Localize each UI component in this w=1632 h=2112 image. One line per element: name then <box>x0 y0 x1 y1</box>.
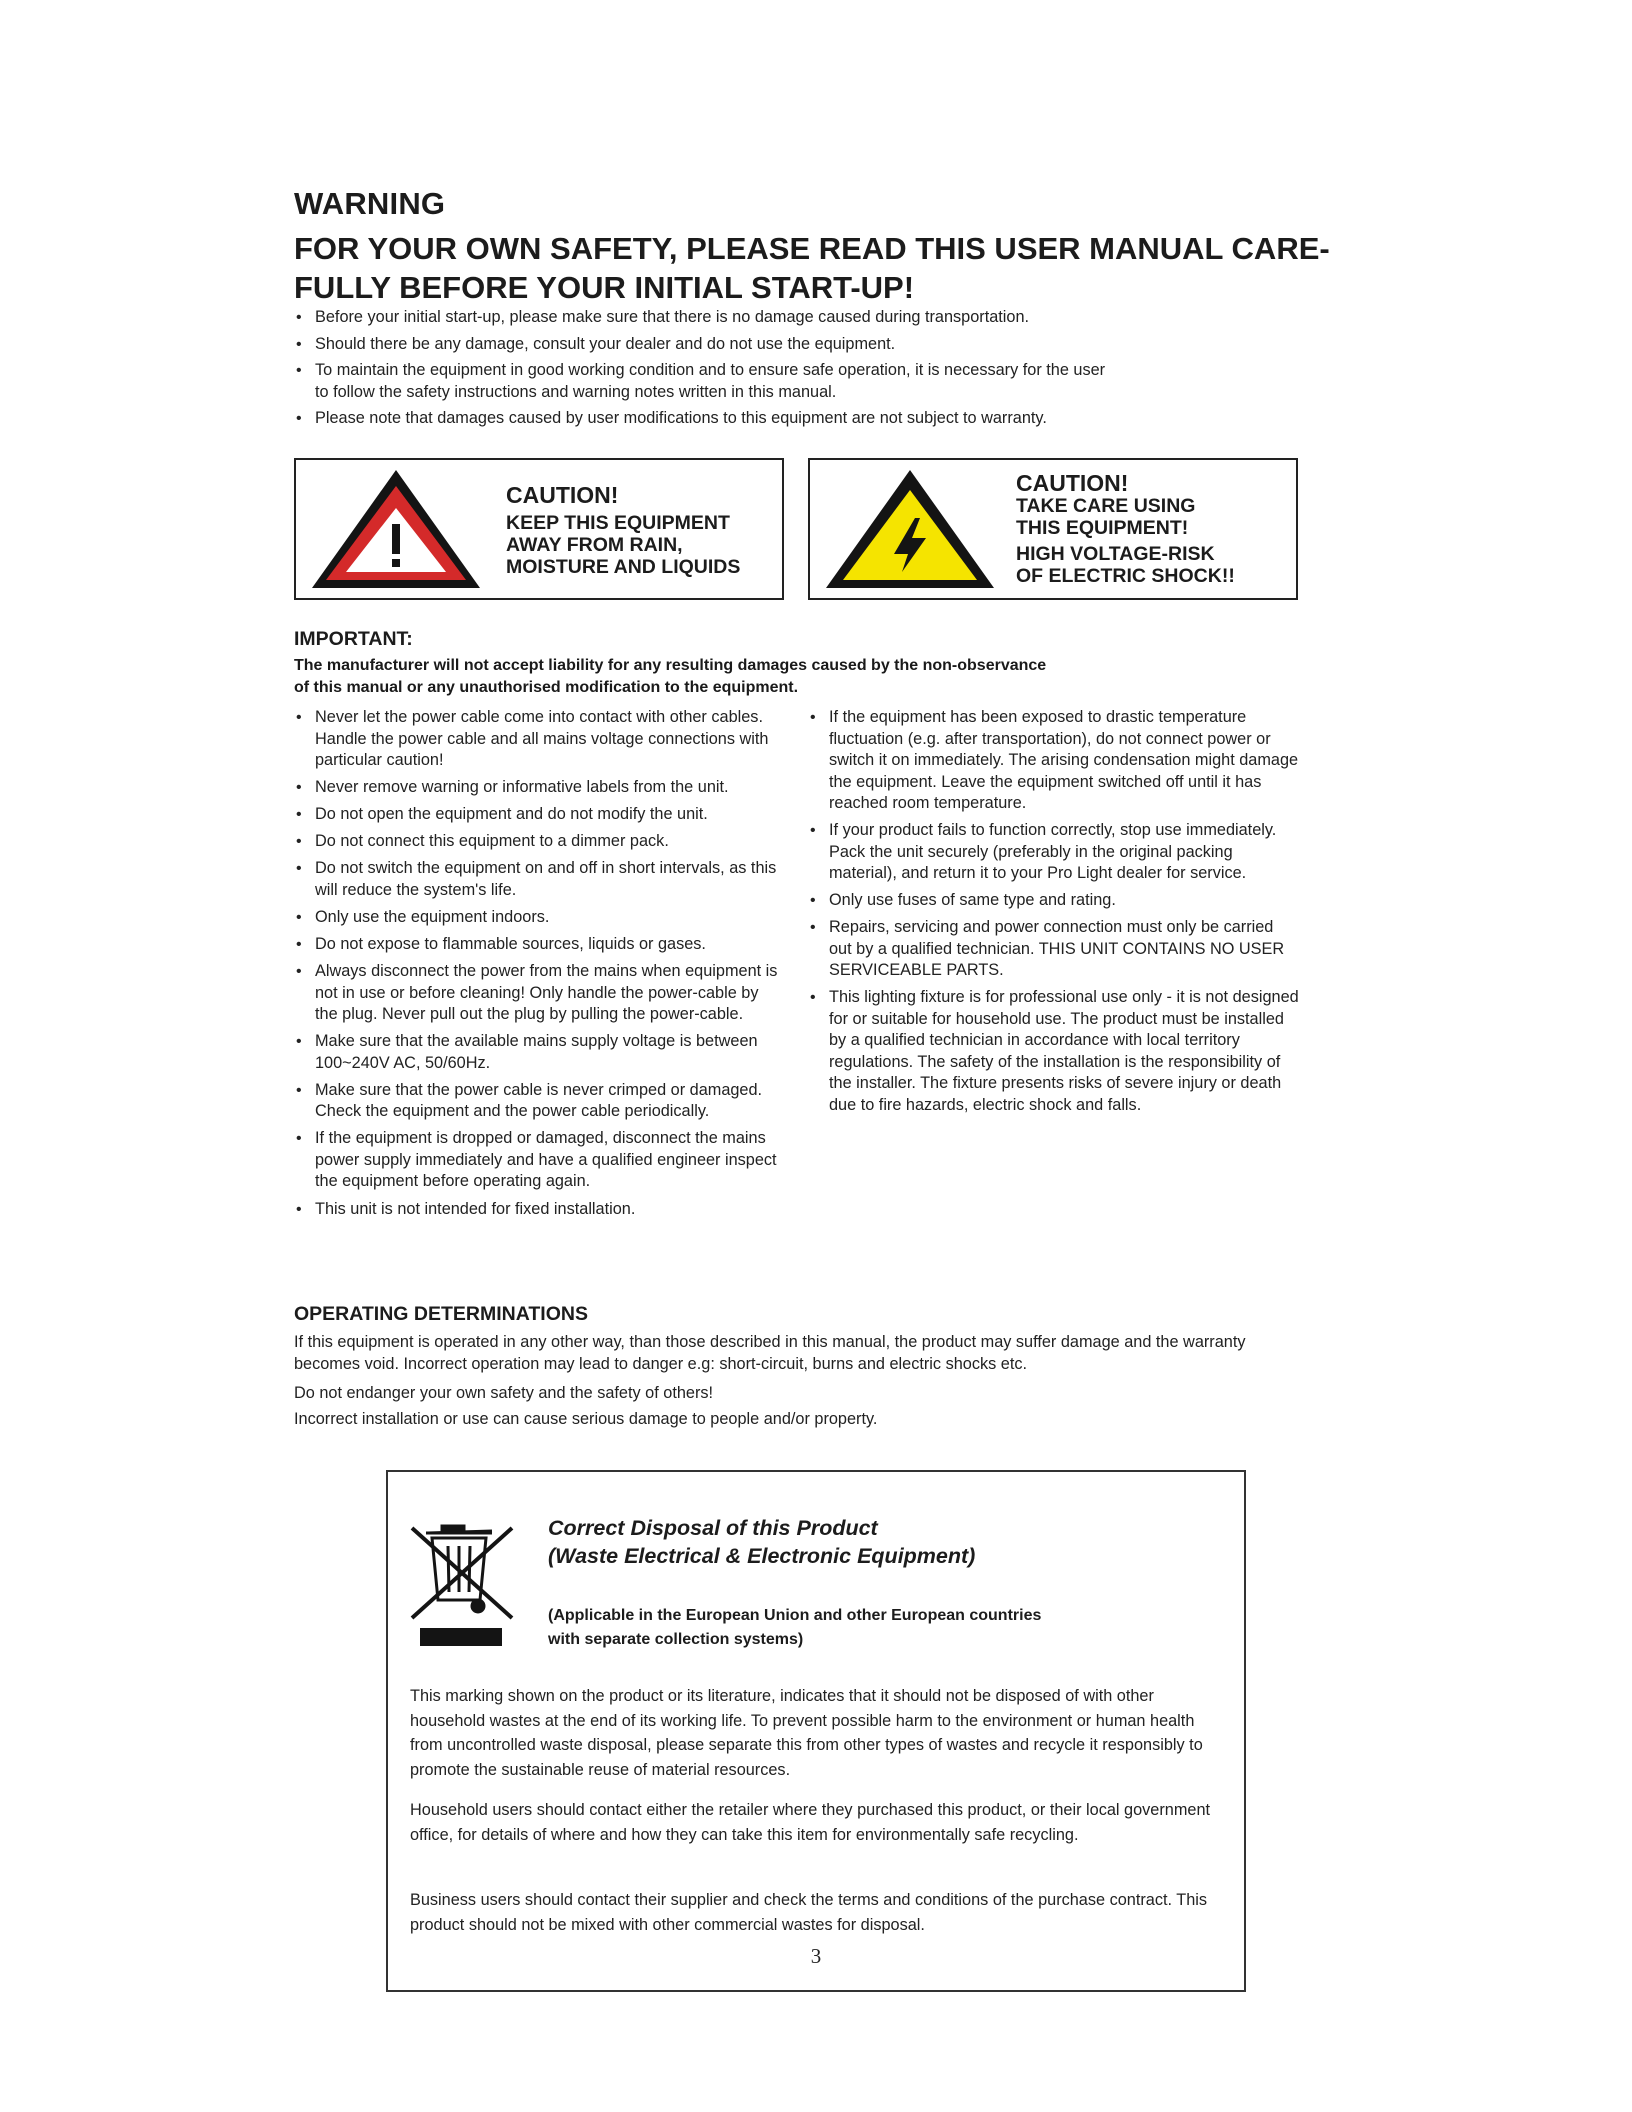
safety-heading <box>294 229 1334 307</box>
list-item: • Never remove warning or informative labels from the unit. <box>294 777 784 799</box>
list-item: • If the equipment is dropped or damaged, disconnect the mains power supply immediately and have a qualified engineer inspect the equipment before operating again. <box>294 1128 784 1193</box>
list-item: • Never let the power cable come into contact with other cables. Handle the power cable and all mains voltage connections with particular caution! <box>294 707 784 772</box>
list-item: • This lighting fixture is for professional use only - it is not designed for or suitable for household use. The product must be installed by a qualified technician in accordance with local territory regulations. The safety of the installation is the responsibility of the installer. The fixture presents risks of severe injury or death due to fire hazards, electric shock and falls. <box>808 987 1300 1116</box>
high-voltage-warning-icon <box>822 466 998 592</box>
important-statement-line1: The manufacturer will not accept liability for any resulting damages caused by the non-observance <box>294 657 1047 674</box>
list-item: • This unit is not intended for fixed installation. <box>294 1199 784 1221</box>
caution-line: OF ELECTRIC SHOCK!! <box>1016 565 1235 587</box>
list-item: • Do not expose to flammable sources, liquids or gases. <box>294 934 784 956</box>
safety-bullets-right <box>808 707 1300 1122</box>
weee-paragraph: Household users should contact either the retailer where they purchased this product, or their local government office, for details of where and how they can take this item for environmentally safe recycling. <box>410 1801 1211 1844</box>
weee-paragraph: Business users should contact their supplier and check the terms and conditions of the purchase contract. This product should not be mixed with other commercial wastes for disposal. <box>410 1891 1208 1934</box>
caution-line: HIGH VOLTAGE-RISK <box>1016 543 1215 565</box>
weee-title-line1: Correct Disposal of this Product <box>548 1516 878 1540</box>
weee-title-line2: (Waste Electrical & Electronic Equipment) <box>548 1544 976 1568</box>
crossed-out-wheelie-bin-icon <box>408 1522 518 1648</box>
caution-box-high-voltage <box>808 458 1298 600</box>
list-item: • Do not switch the equipment on and off in short intervals, as this will reduce the system's life. <box>294 858 784 901</box>
intro-bullet-list <box>294 307 1144 435</box>
list-item: • Please note that damages caused by user modifications to this equipment are not subject to warranty. <box>294 408 1144 430</box>
caution-title: CAUTION! <box>506 482 619 508</box>
operating-heading: OPERATING DETERMINATIONS <box>294 1303 588 1325</box>
list-item: • Before your initial start-up, please make sure that there is no damage caused during transportation. <box>294 307 1144 329</box>
list-item: • Only use the equipment indoors. <box>294 907 784 929</box>
weee-applicability-line2: with separate collection systems) <box>548 1631 804 1648</box>
list-item: • If the equipment has been exposed to drastic temperature fluctuation (e.g. after transportation), do not connect power or switch it on immediately. The arising condensation might damage the equipment. Leave the equipment switched off until it has reached room temperature. <box>808 707 1300 815</box>
list-item: • Repairs, servicing and power connection must only be carried out by a qualified technician. THIS UNIT CONTAINS NO USER SERVICEABLE PARTS. <box>808 917 1300 982</box>
list-item: • To maintain the equipment in good working condition and to ensure safe operation, it is necessary for the user to follow the safety instructions and warning notes written in this manual. <box>294 360 1115 403</box>
caution-line: MOISTURE AND LIQUIDS <box>506 556 741 578</box>
caution-line: AWAY FROM RAIN, <box>506 534 683 556</box>
weee-disposal-box <box>386 1470 1246 1992</box>
list-item: • Make sure that the available mains supply voltage is between 100~240V AC, 50/60Hz. <box>294 1031 784 1074</box>
operating-paragraph: Do not endanger your own safety and the safety of others! <box>294 1384 714 1402</box>
caution-line: KEEP THIS EQUIPMENT <box>506 512 730 534</box>
operating-paragraph: Incorrect installation or use can cause serious damage to people and/or property. <box>294 1410 878 1428</box>
important-statement <box>294 655 1294 698</box>
page-number: 3 <box>810 1944 822 1968</box>
list-item: • Do not open the equipment and do not modify the unit. <box>294 804 784 826</box>
list-item: • Do not connect this equipment to a dimmer pack. <box>294 831 784 853</box>
caution-title: CAUTION! <box>1016 470 1129 496</box>
safety-bullets-left <box>294 707 784 1226</box>
caution-line: THIS EQUIPMENT! <box>1016 517 1189 539</box>
safety-heading-line2: FULLY BEFORE YOUR INITIAL START-UP! <box>294 270 915 305</box>
list-item: • If your product fails to function correctly, stop use immediately. Pack the unit securely (preferably in the original packing material), and return it to your Pro Light dealer for service. <box>808 820 1300 885</box>
caution-line: TAKE CARE USING <box>1016 495 1196 517</box>
weee-applicability-line1: (Applicable in the European Union and other European countries <box>548 1607 1042 1624</box>
warning-heading: WARNING <box>294 186 446 221</box>
weee-title <box>548 1514 975 1570</box>
list-item: • Should there be any damage, consult your dealer and do not use the equipment. <box>294 334 1144 356</box>
safety-heading-line1: FOR YOUR OWN SAFETY, PLEASE READ THIS USER MANUAL CARE- <box>294 231 1330 266</box>
important-statement-line2: of this manual or any unauthorised modification to the equipment. <box>294 678 799 696</box>
list-item: • Make sure that the power cable is never crimped or damaged. Check the equipment and the power cable periodically. <box>294 1080 784 1123</box>
weee-paragraph: This marking shown on the product or its literature, indicates that it should not be disposed of with other household wastes at the end of its working life. To prevent possible harm to the environment or human health from uncontrolled waste disposal, please separate this from other types of wastes and recycle it responsibly to promote the sustainable reuse of material resources. <box>410 1687 1203 1779</box>
important-heading: IMPORTANT: <box>294 628 413 650</box>
weee-applicability <box>548 1604 1041 1652</box>
list-item: • Always disconnect the power from the mains when equipment is not in use or before cleaning! Only handle the power-cable by the plug. Never pull out the plug by pulling the power-cable. <box>294 961 784 1026</box>
list-item: • Only use fuses of same type and rating. <box>808 890 1300 912</box>
operating-paragraph: If this equipment is operated in any other way, than those described in this manual, the product may suffer damage and the warranty becomes void. Incorrect operation may lead to danger e.g: short-circuit, burns and electric shocks etc. <box>294 1333 1246 1373</box>
exclamation-warning-icon <box>308 466 484 592</box>
caution-box-moisture <box>294 458 784 600</box>
